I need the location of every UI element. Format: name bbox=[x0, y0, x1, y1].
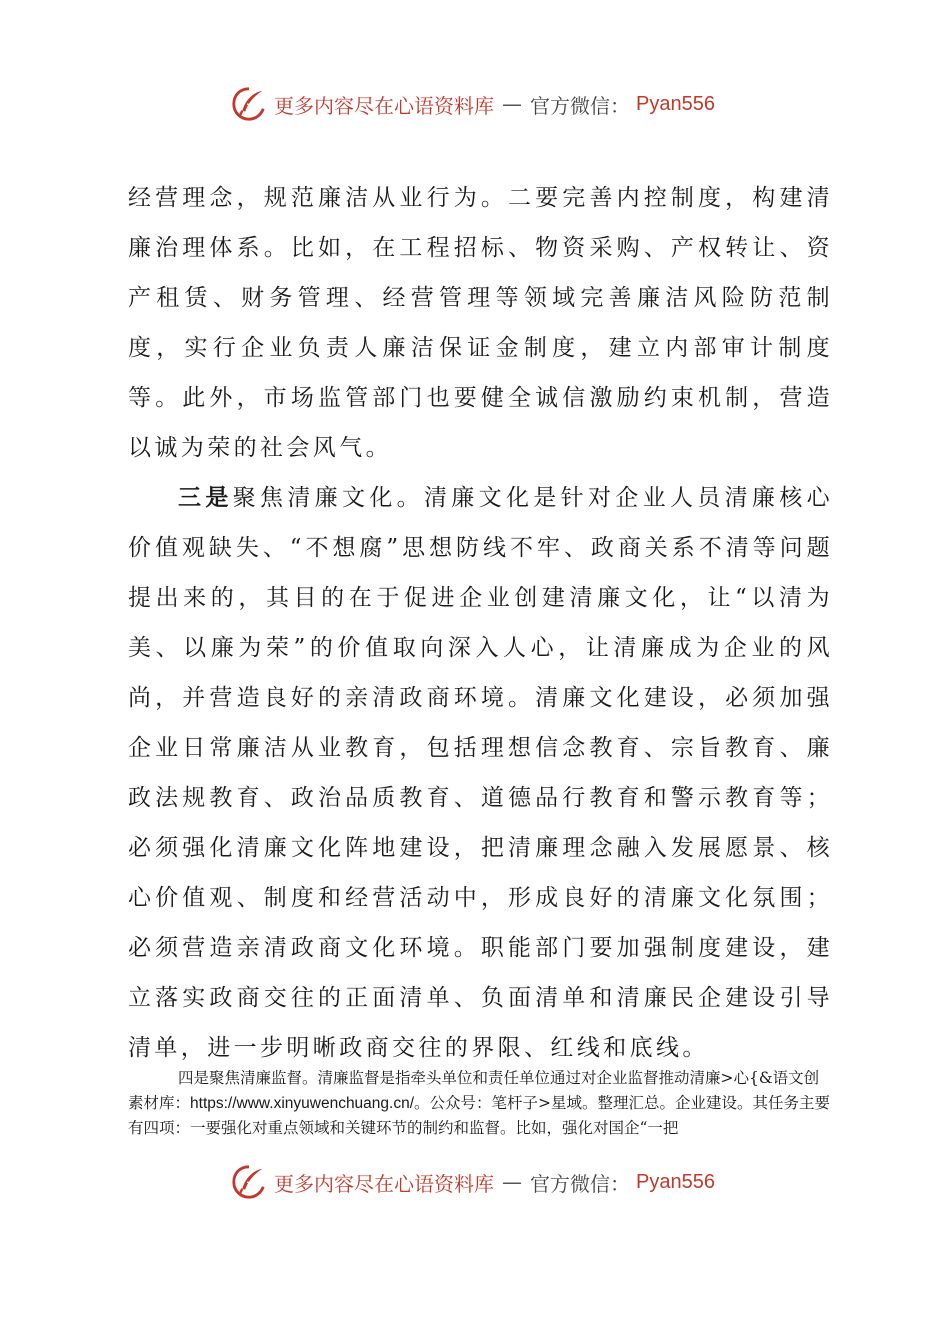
source-url-link[interactable]: https://www.xinyuwenchuang.cn/ bbox=[190, 1095, 415, 1112]
banner-brand-text: 更多内容尽在心语资料库 bbox=[274, 93, 494, 118]
banner-wechat-label: 官方微信： bbox=[530, 93, 630, 118]
paragraph-1-text: 经营理念，规范廉洁从业行为。二要完善内控制度，构建清廉治理体系。比如，在工程招标、物资采购、产权转让、资产租赁、财务管理、经营管理等领域完善廉洁风险防范制度，实行企业负责人廉洁保证金制度，建立内部审计制度等。此外，市场监管部门也要健全诚信激励约束机制，营造以诚为荣的社会风气。 bbox=[128, 185, 833, 461]
watermark-banner-top bbox=[230, 82, 715, 126]
paragraph-2-lead: 三是 bbox=[178, 484, 233, 511]
banner-wechat-id: Pyan556 bbox=[636, 1170, 715, 1193]
banner-dash: — bbox=[502, 92, 522, 116]
feather-quill-icon bbox=[230, 1162, 268, 1202]
small-paragraph-text-before: 四是聚焦清廉监督。清廉监督是指牵头单位和责任单位通过对企业监督推动清廉>心{&语文创素材库： bbox=[128, 1069, 820, 1112]
body-paragraph-2 bbox=[128, 473, 833, 1073]
watermark-banner-bottom bbox=[230, 1160, 715, 1204]
banner-wechat-id: Pyan556 bbox=[636, 92, 715, 115]
small-paragraph-text-after: 。公众号：笔杆子>星域。整理汇总。企业建设。其任务主要有四项：一要强化对重点领域和关键环节的制约和监督。比如，强化对国企“一把 bbox=[128, 1094, 831, 1137]
paragraph-2-text: 聚焦清廉文化。清廉文化是针对企业人员清廉核心价值观缺失、“不想腐”思想防线不牢、政商关系不清等问题提出来的，其目的在于促进企业创建清廉文化，让“以清为美、以廉为荣”的价值取向深入人心，让清廉成为企业的风尚，并营造良好的亲清政商环境。清廉文化建设，必须加强企业日常廉洁从业教育，包括理想信念教育、宗旨教育、廉政法规教育、政治品质教育、道德品行教育和警示教育等；必须强化清廉文化阵地建设，把清廉理念融入发展愿景、核心价值观、制度和经营活动中，形成良好的清廉文化氛围；必须营造亲清政商文化环境。职能部门要加强制度建设，建立落实政商交往的正面清单、负面清单和清廉民企建设引导清单，进一步明晰政商交往的界限、红线和底线。 bbox=[128, 485, 833, 1061]
small-paragraph bbox=[128, 1066, 833, 1141]
banner-dash: — bbox=[502, 1170, 522, 1194]
banner-wechat-label: 官方微信： bbox=[530, 1171, 630, 1196]
feather-quill-icon bbox=[230, 84, 268, 124]
banner-brand-text: 更多内容尽在心语资料库 bbox=[274, 1171, 494, 1196]
body-paragraph-1 bbox=[128, 173, 833, 473]
